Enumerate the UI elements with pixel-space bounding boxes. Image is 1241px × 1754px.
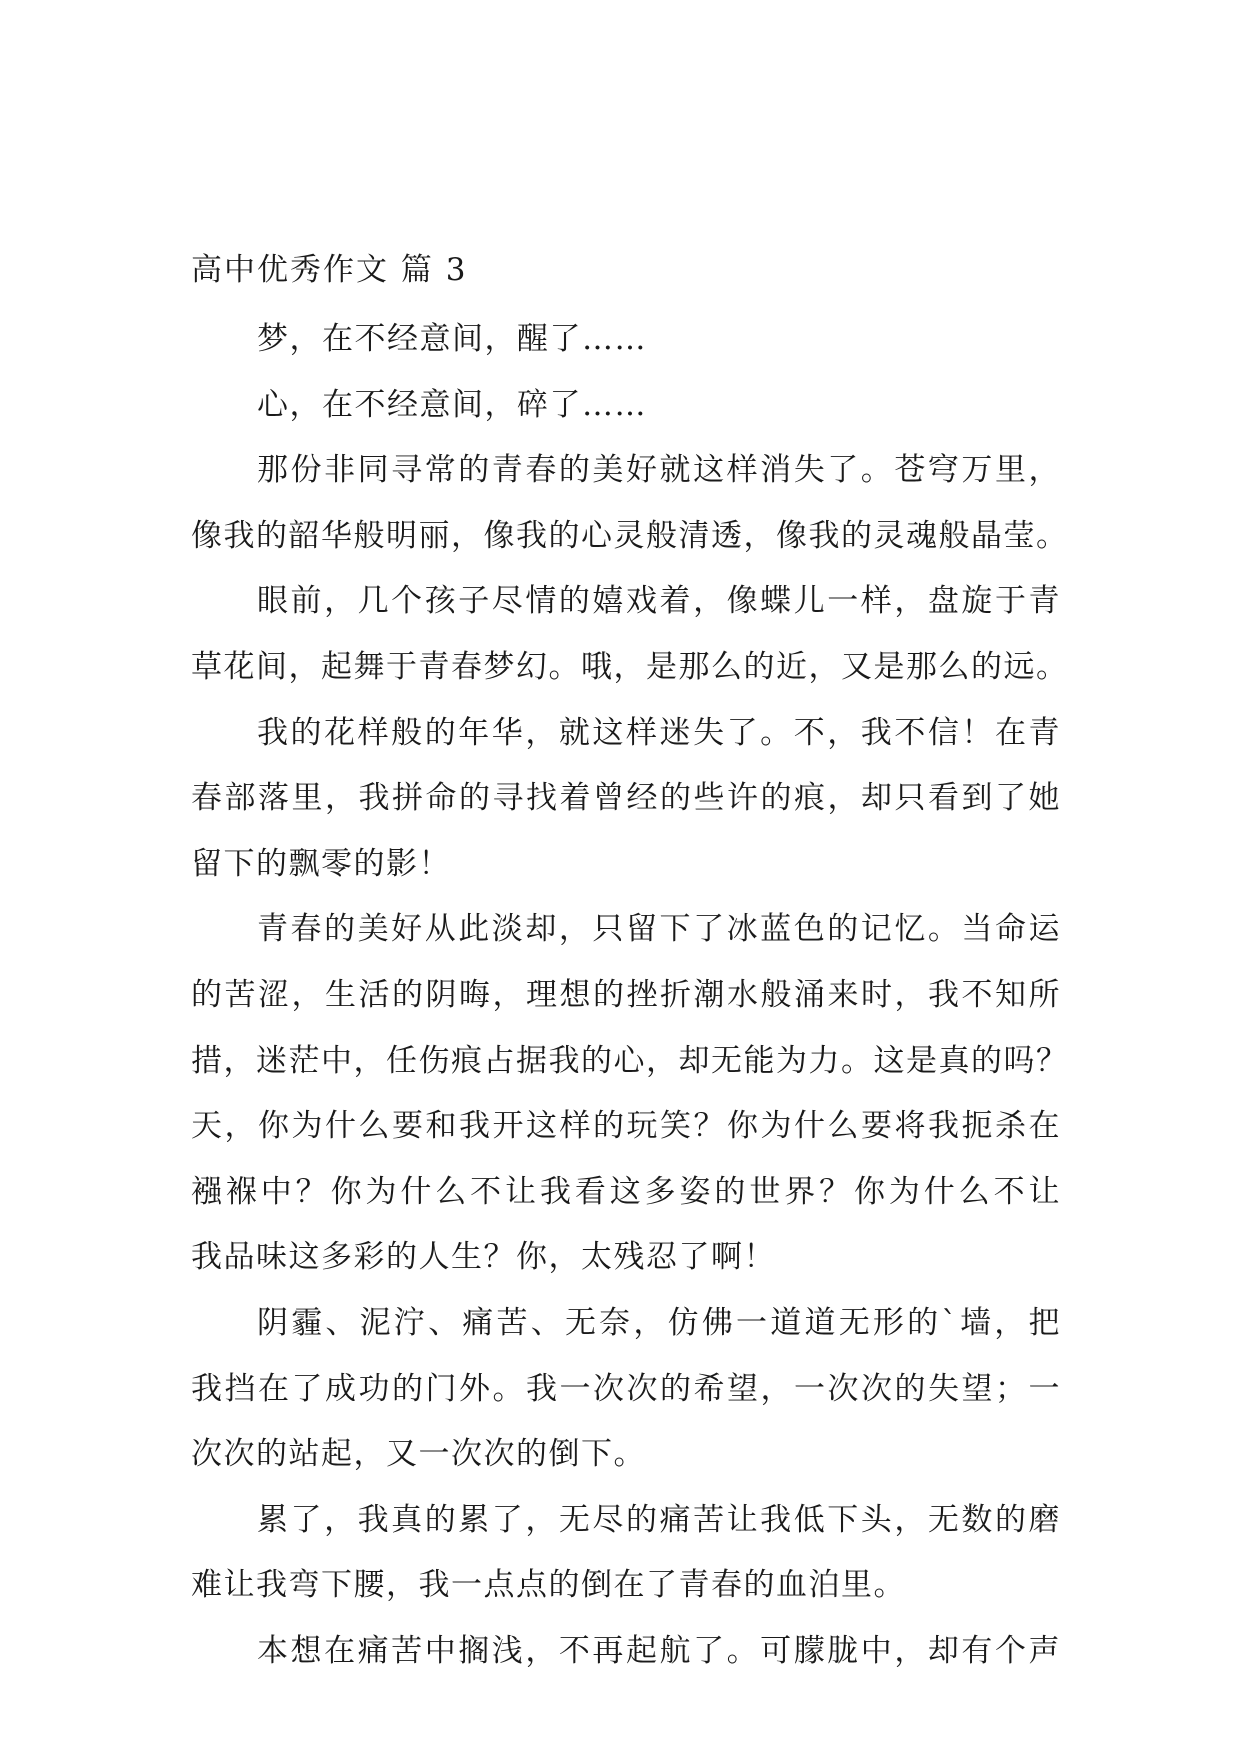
paragraph-3	[191, 438, 1069, 569]
paragraph-8	[191, 1488, 1061, 1619]
paragraph-line: 我的花样般的年华，就这样迷失了。不，我不信！在青	[257, 714, 1061, 751]
paragraph-line: 留下的飘零的影！	[191, 845, 451, 882]
paragraph-line: 心，在不经意间，碎了……	[257, 386, 647, 423]
paragraph-line: 阴霾、泥泞、痛苦、无奈，仿佛一道道无形的`墙，把	[257, 1304, 1061, 1341]
paragraph-line: 我挡在了成功的门外。我一次次的希望，一次次的失望；一	[191, 1370, 1061, 1407]
paragraph-1	[191, 307, 1061, 373]
paragraph-line: 草花间，起舞于青春梦幻。哦，是那么的近，又是那么的远。	[191, 648, 1069, 685]
paragraph-line: 像我的韶华般明丽，像我的心灵般清透，像我的灵魂般晶莹。	[191, 517, 1069, 554]
paragraph-line: 本想在痛苦中搁浅，不再起航了。可朦胧中，却有个声	[257, 1632, 1061, 1669]
paragraph-line: 天，你为什么要和我开这样的玩笑？你为什么要将我扼杀在	[191, 1108, 1061, 1145]
paragraph-7	[191, 1291, 1061, 1488]
paragraph-line: 难让我弯下腰，我一点点的倒在了青春的血泊里。	[191, 1567, 906, 1604]
paragraph-line: 春部落里，我拼命的寻找着曾经的些许的痕，却只看到了她	[191, 780, 1061, 817]
paragraph-4	[191, 569, 1069, 700]
paragraph-5	[191, 701, 1061, 898]
paragraph-line: 襁褓中？你为什么不让我看这多姿的世界？你为什么不让	[191, 1173, 1061, 1210]
paragraph-6	[191, 897, 1069, 1291]
paragraph-line: 梦，在不经意间，醒了……	[257, 321, 647, 357]
paragraph-line: 次次的站起，又一次次的倒下。	[191, 1436, 646, 1473]
document-title: 高中优秀作文 篇 3	[191, 252, 468, 288]
paragraph-line: 累了，我真的累了，无尽的痛苦让我低下头，无数的磨	[257, 1501, 1061, 1538]
paragraph-9	[191, 1619, 1061, 1685]
paragraph-line: 措，迷茫中，任伤痕占据我的心，却无能为力。这是真的吗？	[191, 1042, 1069, 1079]
document-page	[191, 250, 1069, 1684]
paragraph-line: 的苦涩，生活的阴晦，理想的挫折潮水般涌来时，我不知所	[191, 976, 1061, 1013]
paragraph-line: 那份非同寻常的青春的美好就这样消失了。苍穹万里，	[257, 452, 1061, 489]
paragraph-line: 眼前，几个孩子尽情的嬉戏着，像蝶儿一样，盘旋于青	[257, 583, 1061, 620]
paragraph-line: 我品味这多彩的人生？你，太残忍了啊！	[191, 1239, 776, 1276]
paragraph-2	[191, 373, 1061, 439]
paragraph-line: 青春的美好从此淡却，只留下了冰蓝色的记忆。当命运	[257, 911, 1061, 948]
